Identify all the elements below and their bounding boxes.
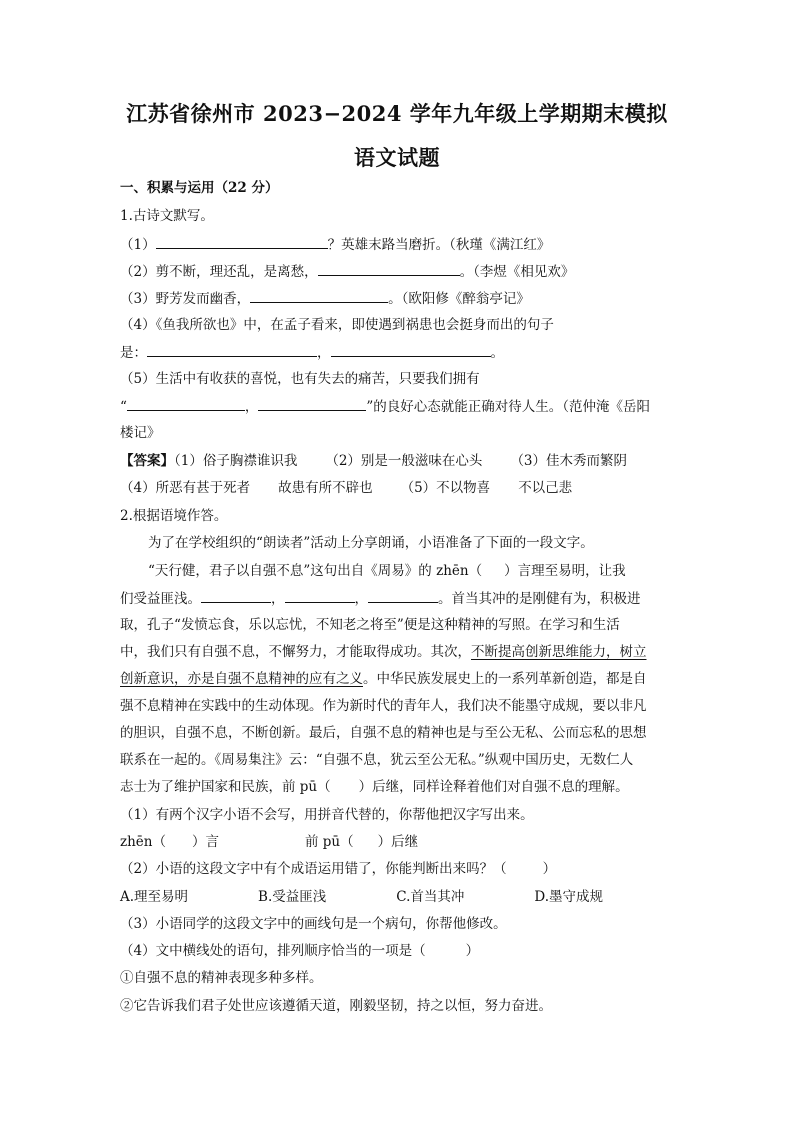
choice-1: ①自强不息的精神表现多种多样。 (120, 970, 323, 986)
answer-blank[interactable] (250, 288, 388, 303)
q1-item-2-text: （2）剪不断，理还乱，是离愁， (120, 264, 318, 280)
period: 。 (490, 345, 504, 361)
underlined-sentence: 不断提高创新思维能力，树立 (471, 644, 647, 660)
open-quote: “ (120, 399, 127, 415)
passage-text: ）言理至易明，让我 (504, 563, 626, 579)
q1-item-5-text: ”的良好心态就能正确对待人生。（范仲淹《岳阳 (366, 399, 651, 415)
answer-1: （1）俗子胸襟谁识我 (174, 453, 298, 469)
q2-sub-3: （3）小语同学的这段文字中的画线句是一个病句，你帮他修改。 (120, 916, 507, 932)
answer-blank[interactable] (127, 396, 245, 411)
passage-line-6: 强不息精神在实践中的生动体现。作为新时代的青年人，我们决不能墨守成规，要以非凡 (120, 698, 647, 714)
q1-item-1-prefix: （1） (120, 237, 156, 253)
q2-sub-1-blanks (120, 832, 680, 852)
comma: ， (244, 399, 259, 415)
option-c[interactable]: C.首当其冲 (396, 889, 465, 905)
pinyin-pu: 前 pū（ (305, 834, 354, 850)
answer-5: （5）不以物喜 (400, 480, 491, 496)
passage-line-1 (148, 561, 708, 581)
document-title: 江苏省徐州市 2023−2024 学年九年级上学期期末模拟 (126, 101, 668, 126)
comma: ， (271, 591, 285, 607)
passage-text: ）后继，同样诠释着他们对自强不息的理解。 (358, 779, 629, 795)
close-paren: ） (465, 943, 480, 959)
q1-item-1-text: ？英雄末路当磨折。（秋瑾《满江红》 (327, 237, 551, 253)
answer-4: （4）所恶有甚于死者 (120, 480, 251, 496)
q1-item-3-source: 。（欧阳修《醉翁亭记》 (388, 291, 530, 307)
answer-4b: 故患有所不辟也 (278, 480, 373, 496)
q1-item-5-source-cont: 楼记》 (120, 425, 161, 441)
passage-text: 中，我们只有自强不息，不懈努力，才能取得成功。其次， (120, 644, 471, 660)
choice-2: ②它告诉我们君子处世应该遵循天道，刚毅坚韧，持之以恒，努力奋进。 (120, 998, 552, 1014)
answer-blank[interactable] (285, 588, 355, 603)
passage-line-8: 联系在一起的。《周易集注》云：“自强不息，犹云至公无私。”纵观中国历史，无数仁人 (120, 752, 634, 768)
q2-sub-4-text: （4）文中横线处的语句，排列顺序恰当的一项是（ (120, 943, 426, 959)
q2-sub-2-options (120, 887, 680, 907)
pinyin-zhen-suffix: ）言 (192, 834, 219, 850)
q1-item-2 (120, 261, 680, 282)
option-d[interactable]: D.墨守成规 (534, 889, 604, 905)
q1-item-1 (120, 234, 680, 255)
close-paren: ） (542, 861, 557, 877)
comma: ， (317, 345, 331, 361)
q2-sub-2-text: （2）小语的这段文字中有个成语运用错了，你能判断出来吗？（ (120, 861, 507, 877)
passage-line-9 (120, 777, 680, 797)
q1-item-3 (120, 288, 680, 309)
passage-text: 志士为了维护国家和民族，前 pū（ (120, 779, 331, 795)
option-a[interactable]: A.理至易明 (120, 889, 189, 905)
q1-item-4-answer-line (120, 342, 680, 363)
answer-blank[interactable] (258, 396, 366, 411)
q1-item-4: （4）《鱼我所欲也》中，在孟子看来，即使遇到祸患也会挺身而出的句子 (120, 317, 554, 333)
passage-line-4 (120, 642, 680, 662)
q2-stem: 2.根据语境作答。 (120, 508, 228, 524)
passage-text: “天行健，君子以自强不息”这句出自《周易》的 zhēn（ (148, 563, 483, 579)
passage-text: 。首当其冲的是刚健有为，积极进 (438, 591, 641, 607)
answer-blank[interactable] (368, 588, 438, 603)
underlined-sentence: 创新意识，亦是自强不息精神的应有之义 (120, 671, 363, 687)
answer-blank[interactable] (318, 261, 460, 276)
passage-text: 们受益匪浅。 (120, 591, 201, 607)
passage-line-5 (120, 669, 680, 689)
passage-line-3: 取，孔子“发愤忘食，乐以忘忧，不知老之将至”便是这种精神的写照。在学习和生活 (120, 617, 620, 633)
q2-intro: 为了在学校组织的“朗读者”活动上分享朗诵，小语准备了下面的一段文字。 (148, 535, 594, 551)
answer-blank[interactable] (331, 342, 491, 357)
pinyin-pu-suffix: ）后继 (377, 834, 419, 850)
comma: ， (354, 591, 368, 607)
q2-sub-2 (120, 859, 680, 879)
answer-blank[interactable] (156, 234, 328, 249)
q1-item-5: （5）生活中有收获的喜悦，也有失去的痛苦，只要我们拥有 (120, 371, 480, 387)
answer-blank[interactable] (147, 342, 317, 357)
q1-answer-line-1 (120, 451, 680, 471)
q2-sub-1: （1）有两个汉字小语不会写，用拼音代替的，你帮他把汉字写出来。 (120, 807, 534, 823)
q1-item-2-source: 。（李煜《相见欢》 (459, 264, 575, 280)
section-heading: 一、积累与运用（22 分） (120, 180, 279, 196)
answer-3: （3）佳木秀而繁阴 (510, 453, 628, 469)
q1-item-3-text: （3）野芳发而幽香， (120, 291, 251, 307)
document-subtitle: 语文试题 (354, 145, 440, 170)
pinyin-zhen: zhēn（ (120, 834, 166, 850)
q1-answer-line-2 (120, 478, 680, 498)
q1-item-4-label: 是： (120, 345, 147, 361)
q1-item-5-answer-line (120, 396, 680, 417)
answer-5b: 不以己悲 (518, 480, 573, 496)
passage-text: 。中华民族发展史上的一系列革新创造，都是自 (363, 671, 647, 687)
answer-blank[interactable] (201, 588, 271, 603)
passage-line-2 (120, 588, 680, 609)
option-b[interactable]: B.受益匪浅 (258, 889, 327, 905)
answer-2: （2）别是一般滋味在心头 (325, 453, 483, 469)
q2-sub-4 (120, 941, 680, 961)
passage-line-7: 的胆识，自强不息，不断创新。最后，自强不息的精神也是与至公无私、公而忘私的思想 (120, 725, 647, 741)
answer-label: 【答案】 (120, 453, 174, 469)
q1-stem: 1.古诗文默写。 (120, 208, 214, 224)
